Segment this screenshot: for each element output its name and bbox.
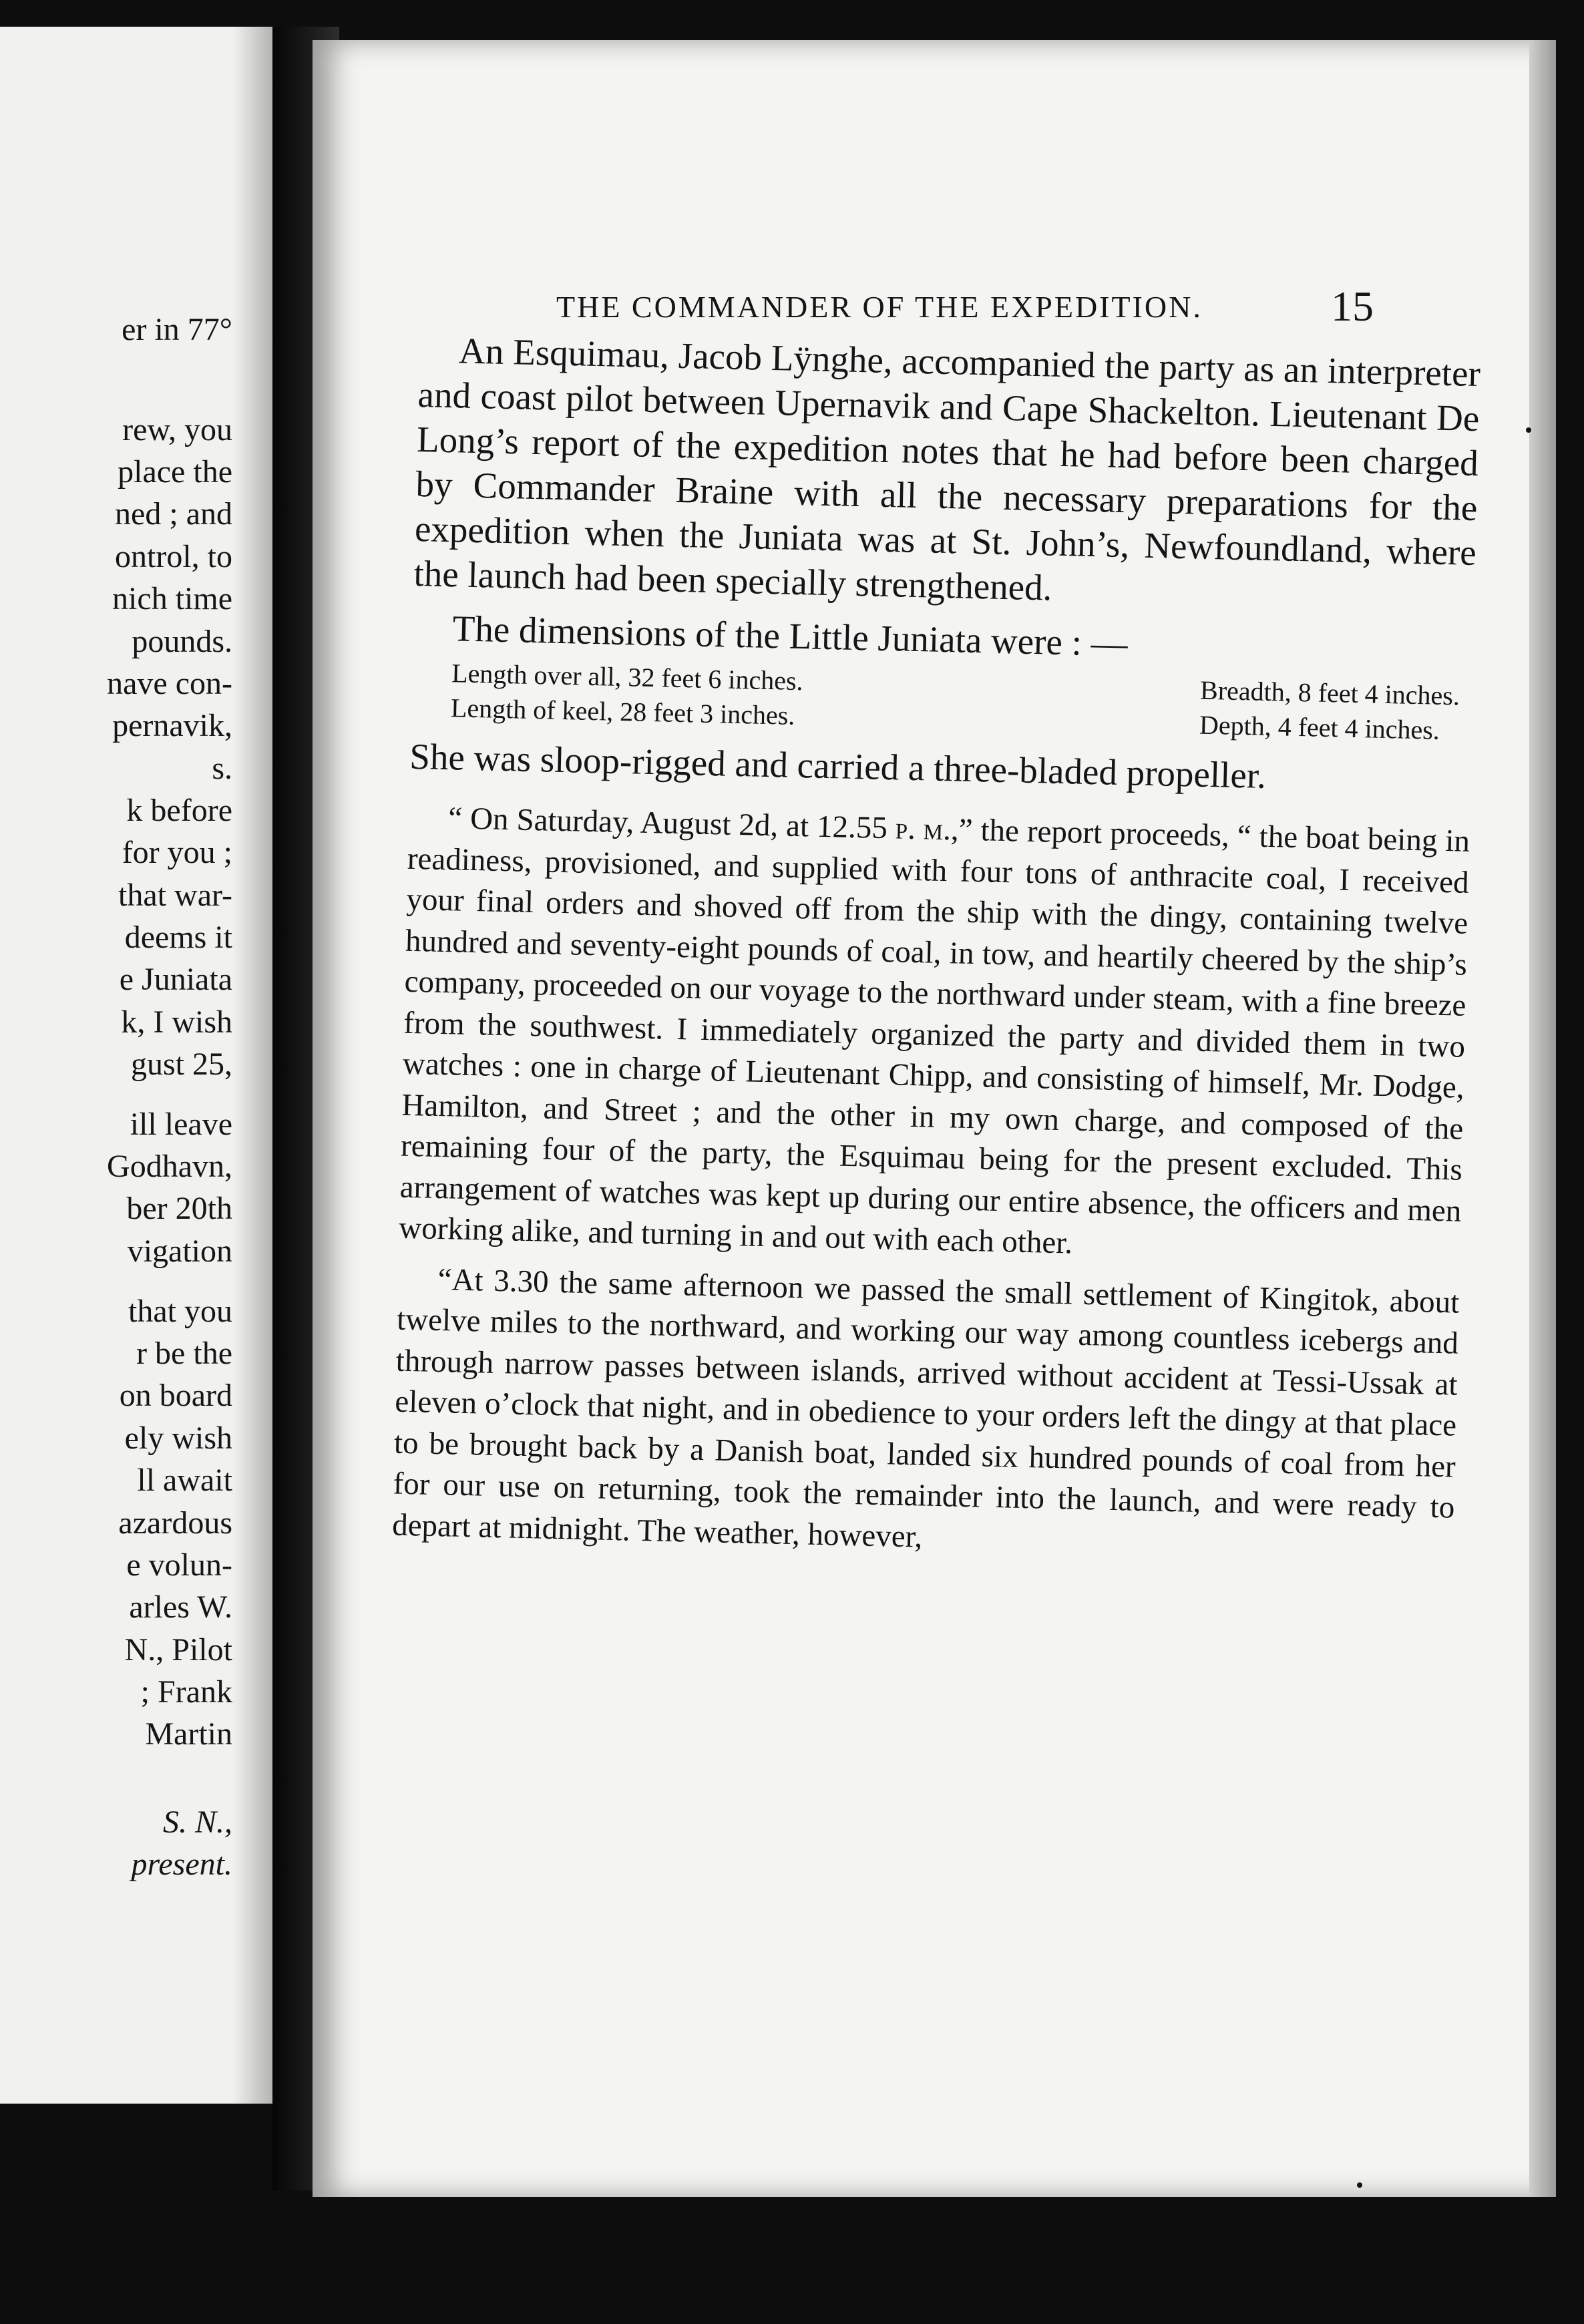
left-page-line: gust 25, xyxy=(130,1046,232,1082)
left-page-line: Martin xyxy=(145,1716,232,1752)
report-quote-rest: ,” the report proceeds, “ the boat being in readiness, provisioned, and supplied with four tons of anthracite coal, I received your final orders and shoved off from the ship with the dingy, containing twelve hundred and seventy-eight pounds of coal, in tow, and heartily cheered by the ship’s company, proceeded on our voyage to the northward under steam, with a fine breeze from the southwest. I immediately organized the party and divided them in two watches : one in charge of Lieutenant Chipp, and consisting of himself, Mr. Dodge, Hamilton, and Street ; and the other in my own charge, and composed of the remaining four of the party, the Esquimau being for the present excluded. This arrangement of watches was kept up during our entire absence, the officers and men working alike, and turning in and out with each other. xyxy=(398,812,1470,1261)
left-page-line: ill leave xyxy=(130,1107,232,1142)
dimension-depth: Depth, 4 feet 4 inches. xyxy=(1199,709,1440,745)
left-page-gutter-shadow xyxy=(232,27,272,2104)
left-page-fragment xyxy=(0,27,272,2104)
right-page xyxy=(313,40,1555,2197)
running-head: THE COMMANDER OF THE EXPEDITION. xyxy=(556,290,1203,324)
print-speck xyxy=(1526,427,1531,433)
report-quote-pm: p. m. xyxy=(895,811,952,847)
left-page-line: ll await xyxy=(137,1463,232,1498)
print-speck xyxy=(1357,2182,1362,2188)
left-page-line: k before xyxy=(126,793,232,828)
report-quote-start: “ On Saturday, August 2d, at 12.55 xyxy=(447,801,888,846)
dimensions-left-column xyxy=(450,656,803,733)
left-page-line: present. xyxy=(131,1847,232,1882)
page-number: 15 xyxy=(1331,282,1374,330)
left-page-line: pernavik, xyxy=(112,708,232,743)
left-page-line: ely wish xyxy=(124,1420,232,1456)
left-page-line: for you ; xyxy=(122,835,232,870)
left-page-line: azardous xyxy=(118,1505,232,1541)
left-page-line: e volun- xyxy=(126,1547,232,1583)
left-page-line: N., Pilot xyxy=(124,1632,232,1668)
dimensions-right-column xyxy=(1199,673,1460,749)
paragraph-sloop-rigged: She was sloop-rigged and carried a three-bladed propeller. xyxy=(409,735,1267,796)
paragraph-dimensions-intro: The dimensions of the Little Juniata were : — xyxy=(452,608,1129,664)
left-page-line: deems it xyxy=(124,920,232,955)
body-text xyxy=(392,327,1481,1570)
left-page-line: ontrol, to xyxy=(115,539,232,574)
left-page-line: S. N., xyxy=(162,1804,232,1840)
left-page-line: r be the xyxy=(136,1336,232,1371)
left-page-line: ned ; and xyxy=(115,496,232,532)
left-page-line: er in 77° xyxy=(122,312,232,347)
left-page-line: that war- xyxy=(118,878,232,913)
left-page-line: Godhavn, xyxy=(107,1149,232,1184)
paragraph-report-quote xyxy=(399,797,1470,1273)
left-page-line: that you xyxy=(128,1294,232,1329)
left-page-line: nave con- xyxy=(107,666,232,701)
left-page-line: on board xyxy=(119,1378,232,1413)
page-edge xyxy=(1529,40,1556,2197)
left-page-line: rew, you xyxy=(122,412,232,447)
left-page-line: s. xyxy=(212,751,232,786)
dimension-length-keel: Length of keel, 28 feet 3 inches. xyxy=(450,693,795,731)
paragraph-esquimau: An Esquimau, Jacob Lÿnghe, accompanied the party as an interpreter and coast pilot between Upernavik and Cape Shackelton. Lieutenant De Long’s report of the expedition notes that he had before been charged by Commander Braine with all the necessary preparations for the expedition when the Juniata was at St. John’s, Newfoundland, where the launch had been specially strengthened. xyxy=(413,330,1481,608)
left-page-line: k, I wish xyxy=(121,1004,232,1040)
left-page-line: nich time xyxy=(112,581,232,616)
dimension-length-overall: Length over all, 32 feet 6 inches. xyxy=(451,658,804,697)
left-page-line: pounds. xyxy=(132,624,232,659)
left-page-line: ; Frank xyxy=(140,1674,232,1710)
left-page-line: e Juniata xyxy=(119,962,232,997)
left-page-line: ber 20th xyxy=(126,1191,232,1226)
left-page-line: place the xyxy=(118,454,232,490)
dimension-breadth: Breadth, 8 feet 4 inches. xyxy=(1199,674,1460,711)
left-page-line: vigation xyxy=(127,1233,232,1269)
paragraph-kingitok: “At 3.30 the same afternoon we passed the small settlement of Kingitok, about twelve miles to the northward, and working our way among countless icebergs and through narrow passes between islands, arrived without accident at Tessi-Ussak at eleven o’clock that night, and in obedience to your orders left the dingy at that place to be brought back by a Danish boat, landed six hundred pounds of coal from her for our use on returning, took the remainder into the launch, and were ready to depart at midnight. The weather, however, xyxy=(391,1262,1460,1555)
left-page-line: arles W. xyxy=(129,1589,232,1625)
